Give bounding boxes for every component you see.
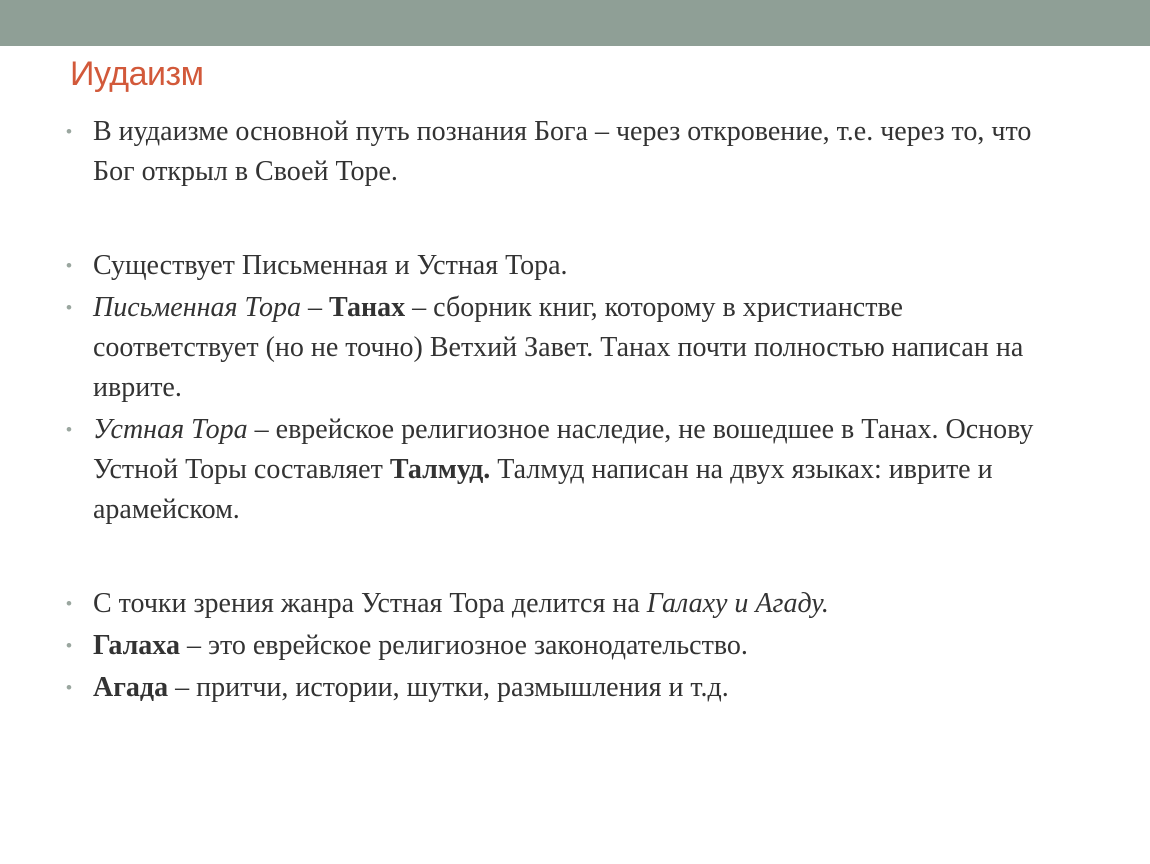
term-halakha-aggadah: Галаху и Агаду. bbox=[646, 588, 829, 619]
bullet-text: Существует Письменная и Устная Тора. bbox=[93, 250, 568, 281]
bullet-item-aggadah bbox=[66, 668, 1066, 708]
slide-title: Иудаизм bbox=[70, 55, 204, 93]
bullet-item-genres bbox=[66, 584, 1066, 624]
bullet-text: – bbox=[301, 292, 330, 323]
bullet-item-halakha bbox=[66, 626, 1066, 666]
term-tanakh: Танах bbox=[329, 292, 406, 323]
bullet-item-written-torah bbox=[66, 288, 1066, 408]
bullet-item-torah-kinds bbox=[66, 246, 1066, 286]
term-written-torah: Письменная Тора bbox=[93, 292, 302, 323]
top-accent-bar bbox=[0, 0, 1150, 46]
bullet-text: – это еврейское религиозное законодательство. bbox=[179, 630, 748, 661]
bullet-list bbox=[66, 112, 1066, 708]
term-halakha: Галаха bbox=[93, 630, 180, 661]
bullet-item-revelation bbox=[66, 112, 1066, 192]
term-oral-torah: Устная Тора bbox=[93, 414, 248, 445]
bullet-text: В иудаизме основной путь познания Бога – через откровение, т.е. через то, что Бог открыл в Своей Торе. bbox=[93, 116, 1032, 187]
bullet-text: – еврейское религиозное наследие, не вошедшее в Танах. Основу Устной Торы составляет bbox=[93, 414, 1034, 485]
bullet-text: С точки зрения жанра Устная Тора делится на bbox=[93, 588, 647, 619]
bullet-text: – притчи, истории, шутки, размышления и т.д. bbox=[168, 672, 729, 703]
term-talmud: Талмуд. bbox=[389, 454, 491, 485]
term-aggadah: Агада bbox=[93, 672, 169, 703]
bullet-text: – сборник книг, которому в христианстве соответствует (но не точно) Ветхий Завет. Танах почти полностью написан на иврите. bbox=[93, 292, 1024, 403]
bullet-item-oral-torah bbox=[66, 410, 1066, 530]
bullet-text: Талмуд написан на двух языках: иврите и арамейском. bbox=[93, 454, 993, 525]
